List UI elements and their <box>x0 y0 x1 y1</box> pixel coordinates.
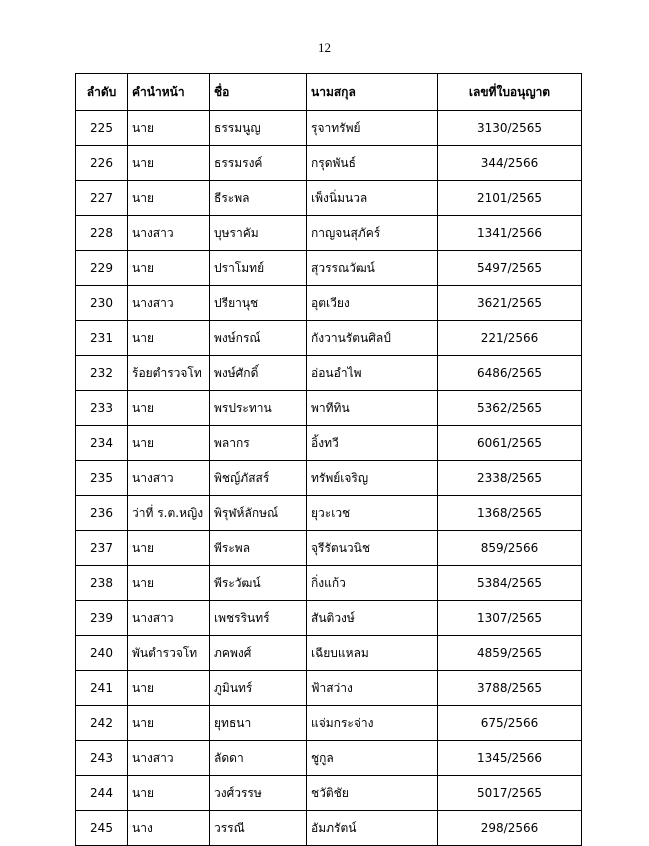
table-row <box>76 741 582 776</box>
cell-first-name: เพชรรินทร์ <box>210 601 307 636</box>
table-row <box>76 216 582 251</box>
cell-last-name: กิ่งแก้ว <box>307 566 438 601</box>
cell-no: 245 <box>76 811 128 846</box>
cell-title: นาย <box>128 671 210 706</box>
cell-license: 3788/2565 <box>438 671 582 706</box>
cell-title: ว่าที่ ร.ต.หญิง <box>128 496 210 531</box>
cell-first-name: ธรรมนูญ <box>210 111 307 146</box>
cell-license: 2101/2565 <box>438 181 582 216</box>
cell-no: 236 <box>76 496 128 531</box>
cell-first-name: พีระพล <box>210 531 307 566</box>
cell-first-name: ภคพงศ์ <box>210 636 307 671</box>
cell-no: 234 <box>76 426 128 461</box>
cell-license: 1307/2565 <box>438 601 582 636</box>
table-row <box>76 776 582 811</box>
cell-last-name: อุตเวียง <box>307 286 438 321</box>
cell-last-name: ทรัพย์เจริญ <box>307 461 438 496</box>
cell-title: นาย <box>128 776 210 811</box>
cell-last-name: เพ็งนิ่มนวล <box>307 181 438 216</box>
cell-no: 244 <box>76 776 128 811</box>
cell-no: 227 <box>76 181 128 216</box>
header-title: คำนำหน้า <box>128 74 210 111</box>
cell-no: 230 <box>76 286 128 321</box>
cell-license: 2338/2565 <box>438 461 582 496</box>
table-row <box>76 706 582 741</box>
cell-title: นางสาว <box>128 741 210 776</box>
table-row <box>76 531 582 566</box>
header-first-name: ชื่อ <box>210 74 307 111</box>
table-header-row <box>76 74 582 111</box>
cell-first-name: ธีระพล <box>210 181 307 216</box>
table-row <box>76 391 582 426</box>
cell-license: 221/2566 <box>438 321 582 356</box>
cell-last-name: อัมภรัตน์ <box>307 811 438 846</box>
cell-no: 228 <box>76 216 128 251</box>
cell-title: นาย <box>128 706 210 741</box>
cell-first-name: บุษราคัม <box>210 216 307 251</box>
cell-first-name: ปรียานุช <box>210 286 307 321</box>
cell-license: 298/2566 <box>438 811 582 846</box>
cell-last-name: กาญจนสุภัคร์ <box>307 216 438 251</box>
cell-last-name: อิ้งทวี <box>307 426 438 461</box>
page-number: 12 <box>318 40 331 55</box>
cell-last-name: กังวานรัตนศิลป์ <box>307 321 438 356</box>
table-row <box>76 146 582 181</box>
cell-license: 5017/2565 <box>438 776 582 811</box>
cell-license: 344/2566 <box>438 146 582 181</box>
table-row <box>76 251 582 286</box>
cell-first-name: พงษ์กรณ์ <box>210 321 307 356</box>
cell-last-name: แจ่มกระจ่าง <box>307 706 438 741</box>
table-row <box>76 671 582 706</box>
cell-title: นาย <box>128 146 210 181</box>
table-row <box>76 636 582 671</box>
cell-license: 5497/2565 <box>438 251 582 286</box>
cell-license: 675/2566 <box>438 706 582 741</box>
cell-first-name: พงษ์ศักดิ์ <box>210 356 307 391</box>
cell-license: 859/2566 <box>438 531 582 566</box>
cell-license: 4859/2565 <box>438 636 582 671</box>
cell-first-name: ยุทธนา <box>210 706 307 741</box>
cell-no: 237 <box>76 531 128 566</box>
cell-first-name: พิชญ์ภัสสร์ <box>210 461 307 496</box>
cell-license: 6486/2565 <box>438 356 582 391</box>
cell-first-name: ลัดดา <box>210 741 307 776</box>
cell-last-name: กรุดพันธ์ <box>307 146 438 181</box>
cell-no: 232 <box>76 356 128 391</box>
cell-title: พันตำรวจโท <box>128 636 210 671</box>
cell-first-name: ธรรมรงค์ <box>210 146 307 181</box>
cell-first-name: พีระวัฒน์ <box>210 566 307 601</box>
cell-no: 235 <box>76 461 128 496</box>
cell-first-name: พิรุฬห์ลักษณ์ <box>210 496 307 531</box>
cell-no: 238 <box>76 566 128 601</box>
table-row <box>76 461 582 496</box>
cell-no: 239 <box>76 601 128 636</box>
cell-license: 3130/2565 <box>438 111 582 146</box>
cell-last-name: เฉียบแหลม <box>307 636 438 671</box>
cell-last-name: ฟ้าสว่าง <box>307 671 438 706</box>
cell-no: 240 <box>76 636 128 671</box>
cell-last-name: ชูกูล <box>307 741 438 776</box>
cell-no: 226 <box>76 146 128 181</box>
header-license: เลขที่ใบอนุญาต <box>438 74 582 111</box>
cell-title: นาย <box>128 111 210 146</box>
table-row <box>76 496 582 531</box>
cell-license: 1345/2566 <box>438 741 582 776</box>
cell-title: นาย <box>128 391 210 426</box>
table-body <box>76 111 582 846</box>
cell-no: 231 <box>76 321 128 356</box>
cell-last-name: รุจาทรัพย์ <box>307 111 438 146</box>
cell-no: 242 <box>76 706 128 741</box>
table-row <box>76 426 582 461</box>
cell-title: นางสาว <box>128 286 210 321</box>
cell-title: นางสาว <box>128 601 210 636</box>
cell-no: 243 <box>76 741 128 776</box>
table-row <box>76 566 582 601</box>
cell-first-name: วรรณี <box>210 811 307 846</box>
table-row <box>76 811 582 846</box>
cell-no: 225 <box>76 111 128 146</box>
cell-license: 5362/2565 <box>438 391 582 426</box>
cell-last-name: จุรีรัตนวนิช <box>307 531 438 566</box>
cell-license: 3621/2565 <box>438 286 582 321</box>
cell-first-name: พรประทาน <box>210 391 307 426</box>
header-last-name: นามสกุล <box>307 74 438 111</box>
cell-last-name: พาทีทิน <box>307 391 438 426</box>
cell-title: ร้อยตำรวจโท <box>128 356 210 391</box>
cell-title: นาง <box>128 811 210 846</box>
cell-no: 233 <box>76 391 128 426</box>
header-no: ลำดับ <box>76 74 128 111</box>
table-row <box>76 181 582 216</box>
cell-first-name: วงศ์วรรษ <box>210 776 307 811</box>
cell-title: นางสาว <box>128 216 210 251</box>
cell-no: 229 <box>76 251 128 286</box>
cell-title: นางสาว <box>128 461 210 496</box>
cell-last-name: สุวรรณวัฒน์ <box>307 251 438 286</box>
cell-title: นาย <box>128 251 210 286</box>
cell-title: นาย <box>128 181 210 216</box>
table-row <box>76 111 582 146</box>
cell-license: 6061/2565 <box>438 426 582 461</box>
cell-last-name: สันติวงษ์ <box>307 601 438 636</box>
cell-first-name: ปราโมทย์ <box>210 251 307 286</box>
cell-first-name: ภูมินทร์ <box>210 671 307 706</box>
cell-license: 1368/2565 <box>438 496 582 531</box>
table-row <box>76 321 582 356</box>
table-row <box>76 286 582 321</box>
cell-title: นาย <box>128 426 210 461</box>
cell-license: 5384/2565 <box>438 566 582 601</box>
cell-first-name: พลากร <box>210 426 307 461</box>
cell-title: นาย <box>128 321 210 356</box>
cell-license: 1341/2566 <box>438 216 582 251</box>
cell-last-name: อ่อนอำไพ <box>307 356 438 391</box>
cell-last-name: ชวัติชัย <box>307 776 438 811</box>
cell-no: 241 <box>76 671 128 706</box>
license-table <box>75 73 582 846</box>
table-row <box>76 601 582 636</box>
cell-last-name: ยุวะเวช <box>307 496 438 531</box>
table-row <box>76 356 582 391</box>
cell-title: นาย <box>128 566 210 601</box>
cell-title: นาย <box>128 531 210 566</box>
